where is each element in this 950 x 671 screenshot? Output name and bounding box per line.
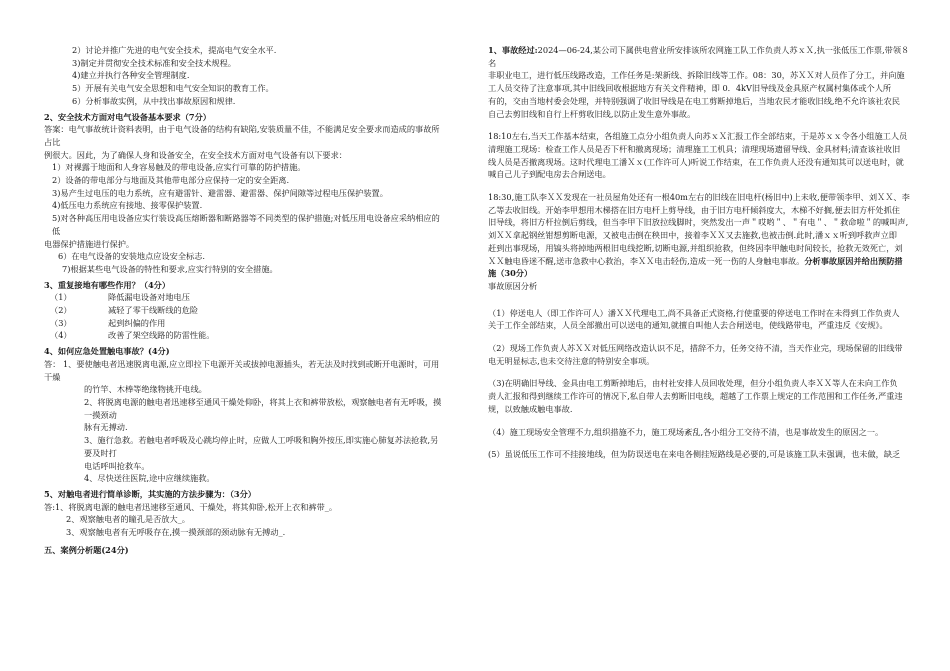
item-text: 减轻了零干线断线的危险 [108, 305, 199, 316]
incident-paragraph-1 [488, 44, 916, 120]
cause-5 [488, 448, 916, 461]
item-number: （3） [50, 317, 72, 328]
paragraph-line: 有的，交由当地村委会处理，并特别强调了收旧导线是在电工剪断掉地后，当地农民才能收旧线,绝不允许该社农民 [488, 95, 900, 106]
section-5-title: 五、案例分析题(24分) [44, 544, 129, 555]
list-item: 5）开展有关电气安全思想和电气安全知识的教育工作。 [72, 83, 274, 94]
paragraph-line: 电无明显标志,也未交待注意的特别安全事项。 [488, 355, 655, 366]
question-4-answer: 的竹竿、木棒等绝缘物挑开电线。 [84, 384, 207, 395]
question-prompt: 分析事故原因并给出预防措 [804, 255, 903, 266]
paragraph-line: 18:10左右,当天工作基本结束，各组施工点分小组负责人向苏ｘＸ汇报工作全部结束，于是苏ｘｘ令各小组施工人员 [488, 131, 908, 142]
paragraph-line: 清理施工现场：检查工作人员是否下杆和撤离现场；清理施工工机具；清理现场遗留导线、金具材料;清查该社收旧 [488, 143, 901, 154]
list-item [44, 291, 446, 304]
question-5-answer: 2、观察触电者的瞳孔是否放大_。 [66, 514, 190, 525]
question-4-answer: 4、尽快送往医院,途中应继续施救。 [84, 473, 215, 484]
question-5-answer: 答:1、将脱离电源的触电者迅速移至通风、干燥处，将其仰卧,松开上衣和裤带_。 [44, 501, 338, 512]
question-4-answer: 3、施行急救。若触电者呼吸及心跳均停止时，应做人工呼吸和胸外按压,即实施心肺复苏法抢救,另要及时打 [84, 435, 439, 458]
paragraph-line: 关于工作全部结束，人员全部撤出可以送电的通知,就擅自叫他人去合闸送电，使线路带电，严重违反《安规》。 [488, 320, 888, 331]
question-4-answer: 答： 1、要使触电者迅速脱离电源,应立即拉下电源开关或拔掉电源插头，若无法及时找到或断开电源时，可用干燥 [44, 358, 440, 382]
paragraph-line: （2）现场工作负责人苏ＸＸ对低压网络改造认识不足，措辞不力，任务交待不清，当天作业完，现场保留的旧线带 [488, 343, 903, 354]
item-text: 降低漏电设备对地电压 [108, 292, 190, 303]
cause-3 [488, 377, 916, 415]
paragraph-line: （4）施工现场安全管理不力,组织措施不力，施工现场紊乱,各小组分工交待不清，也是事故发生的原因之一。 [488, 426, 884, 437]
paragraph-line: 工人员交待了注意事项,其中旧线回收根据地方有关文件精神，即 0．4kV旧导线及金具原产权属村集体或个人所 [488, 83, 892, 94]
left-column [44, 44, 446, 556]
cause-4 [488, 426, 916, 439]
question-2-answer: 例很大。因此，为了确保人身和设备安全，在安全技术方面对电气设备有以下要求： [44, 149, 347, 160]
paragraph-line: 责人汇报和得到继续工作许可的情况下,私自带人去剪断旧电线，超越了工作票上规定的工作范围和工作任务,严重违 [488, 391, 903, 402]
question-2-answer: 答案：电气事故统计资料表明，由于电气设备的结构有缺陷,安装质量不佳，不能满足安全要求而造成的事故所占比 [44, 124, 440, 147]
question-3-title: 3、重复接地有哪些作用？（4分） [44, 279, 171, 290]
cause-heading: 事故原因分析 [488, 280, 538, 291]
paragraph-text: 2024—06-24,某公司下属供电营业所安排该所农网施工队工作负责人苏ｘＸ,执一张低压工作票,带领８名 [488, 45, 910, 68]
paragraph-line: 刘ＸＸ拿起钢丝钳想剪断电源，又被电击倒在秧田中，接着李ＸＸ又去施救,也被击倒.此时,潘ｘｘ听到呼救声立即 [488, 230, 897, 241]
list-item: 3)制定并贯彻安全技术标准和安全技术规程。 [72, 57, 236, 68]
list-item: 6）分析事故实例，从中找出事故原因和规律. [72, 95, 236, 106]
list-item: 2）设备的带电部分与地面及其他带电部分应保持一定的安全距离. [52, 175, 290, 186]
paragraph-line: 喊自己儿子到配电房去合闸送电。 [488, 169, 611, 180]
incident-lead: 1、事故经过: [488, 45, 538, 55]
question-2-title: 2、安全技术方面对电气设备基本要求（7分） [44, 111, 211, 122]
question-4-answer: 脉有无搏动. [84, 422, 128, 433]
list-item [44, 317, 446, 330]
list-item: 7)根据某些电气设备的特性和要求,应实行特别的安全措施。 [62, 263, 278, 274]
list-item: 2）讨论并推广先进的电气安全技术，提高电气安全水平. [72, 45, 277, 55]
question-5-title: 5、对触电者进行简单诊断，其实施的方法步骤为：（3分） [44, 488, 256, 499]
paragraph-line: 乙等去收旧线。开始李甲想用木梯搭在旧方电杆上剪导线，由于旧方电杆倾斜度大，木梯不好搁,便去旧方杆处抓住 [488, 204, 900, 215]
question-2-items [44, 161, 446, 275]
paragraph-line: 赶到出事现场，用镐头将掉地两根旧电线挖断,切断电源,并组织抢救，但终因李甲触电时间较长，抢救无效死亡，刘 [488, 242, 903, 253]
paragraph-line: (5）虽说低压工作可不挂接地线，但为防误送电在来电各侧挂短路线是必要的,可是该施工队未强调，也未做，缺乏 [488, 449, 901, 460]
right-column [488, 44, 916, 471]
item-number: （2） [50, 305, 72, 316]
paragraph-line [488, 267, 916, 280]
question-4-answer: 电话呼叫抢救车。 [84, 460, 150, 471]
paragraph-line: 规，以致触成触电事故. [488, 403, 573, 414]
list-item: 1）对裸露于地面和人身容易触及的带电设备,应实行可靠的防护措施。 [52, 162, 306, 173]
question-5-answer: 3、观察触电者有无呼吸存在,摸一摸颈部的颈动脉有无搏动_. [66, 527, 286, 538]
item-number: （1） [50, 292, 72, 303]
incident-paragraph-3 [488, 191, 916, 280]
paragraph-line: （3)在明确旧导线、金具由电工剪断掉地后，由村社安排人员回收处理，但分小组负责人李ＸＸ等人在未向工作负 [488, 378, 898, 389]
list-item: 4)低压电力系统应有接地、接零保护装置. [52, 200, 203, 211]
list-item: 3)易产生过电压的电力系统，应有避雷针、避雷器、避雷器、保护间隙等过程电压保护装置。 [52, 187, 388, 198]
paragraph-line: 非职业电工，进行低压线路改造，工作任务是:架新线、拆除旧线等工作。08：30，苏ＸＸ对人员作了分工，并向施 [488, 70, 905, 81]
paragraph-line [488, 44, 916, 69]
list-item: 6）在电气设备的安装地点应设安全标志. [58, 251, 205, 262]
list-item: 5)对各种高压用电设备应实行装设高压熔断器和断路器等不同类型的保护措施;对低压用电设备应采纳相应的低 [52, 213, 440, 236]
list-item: 电器保护措施进行保护。 [44, 238, 135, 249]
list-item [44, 329, 446, 342]
cause-2 [488, 342, 916, 367]
list-item [44, 304, 446, 317]
item-text: 起到纠偏的作用 [108, 317, 166, 328]
paragraph-line: （1）停送电人（即工作许可人）潘ＸＸ代理电工,尚不具备正式资格,行使重要的停送电工作时在未得到工作负责人 [488, 307, 900, 318]
list-item: 4)建立并执行各种安全管理制度. [72, 70, 190, 81]
paragraph-line: 线人员是否撤离现场。这时代理电工潘Ｘｘ(工作许可人)听说工作结束，在工作负责人还没有通知其可以送电时，就 [488, 156, 904, 167]
safety-tasks-list [44, 44, 446, 108]
incident-paragraph-2 [488, 130, 916, 181]
paragraph-line: 自己去剪旧线和自行上杆剪收旧线,以防止发生意外事故。 [488, 108, 696, 119]
item-text: 改善了架空线路的防雷性能。 [108, 330, 215, 341]
question-4-title: 4、如何应急处置触电事故？(4分) [44, 346, 170, 357]
question-4-answer: 2、将脱离电源的触电者迅速移至通风干燥处仰卧，将其上衣和裤带放松，观察触电者有无呼吸，摸一摸颈动 [84, 396, 442, 420]
item-number: （4） [50, 330, 72, 341]
question-prompt: 施（30分） [488, 268, 533, 279]
cause-1 [488, 307, 916, 332]
paragraph-line [488, 255, 916, 268]
paragraph-line: 旧导线，将旧方杆拉倒后剪线，但当李甲下旧放拉线脚时，突然发出一声＂哎哟＂、＂有电＂、＂救命啦＂的喊叫声, [488, 217, 909, 228]
question-3-answers [44, 291, 446, 342]
paragraph-line: 18:30,施工队李ＸＸ发现在一社员屋角处还有一根40m左右的旧线在旧电杆(杨旧中)上未收,便带领李甲、刘ＸＸ、李 [488, 192, 910, 203]
paragraph-text: ＸＸ触电昏迷不醒,送市急救中心救治，李ＸＸ电击轻伤,造成一死一伤的人身触电事故。 [488, 255, 805, 266]
